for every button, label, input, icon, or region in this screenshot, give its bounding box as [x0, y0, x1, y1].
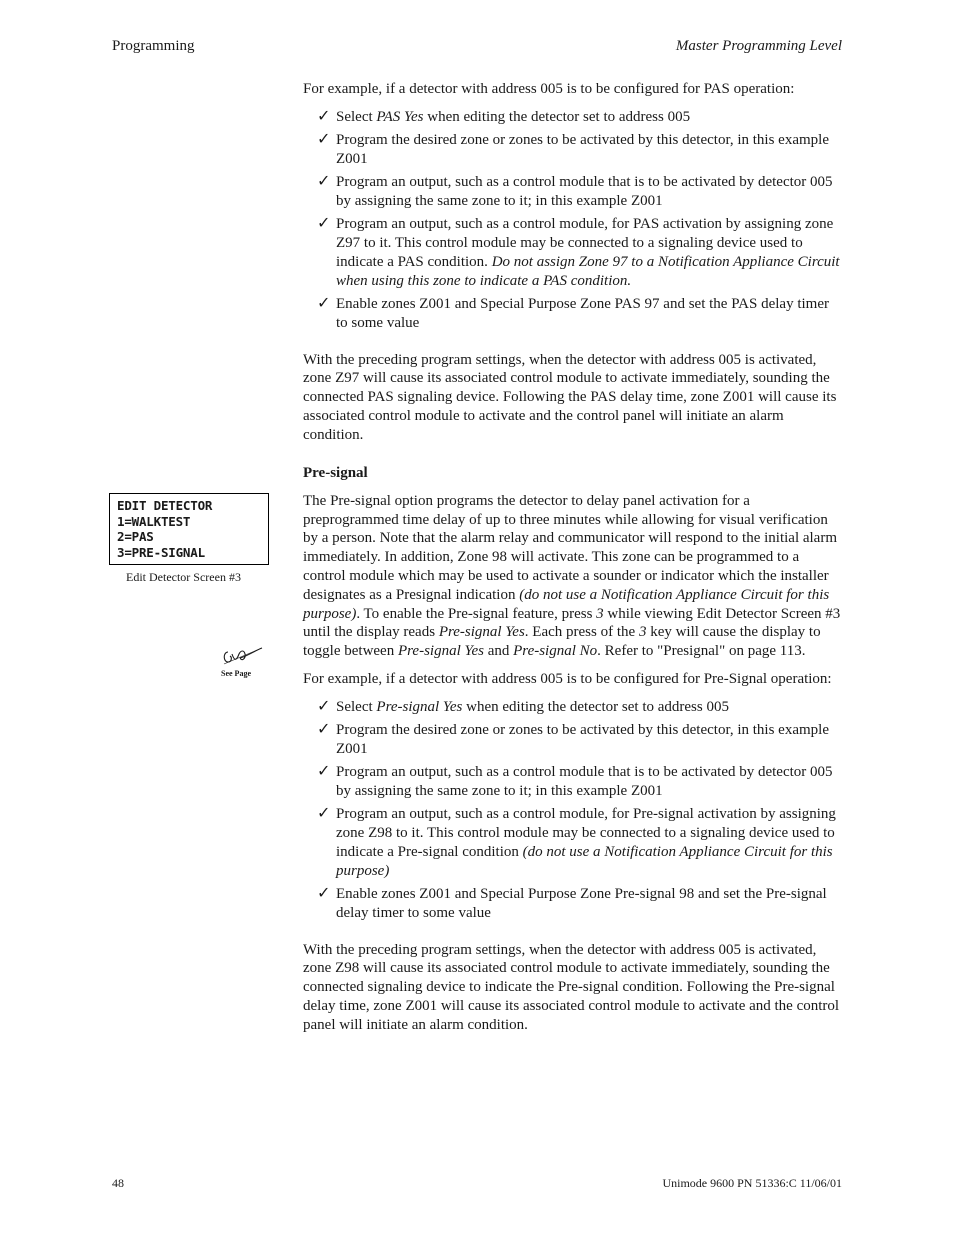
text-segment: Enable zones Z001 and Special Purpose Zone PAS 97 and set the PAS delay timer to some value [336, 295, 829, 331]
checkmark-icon: ✓ [317, 695, 331, 715]
text-segment: . To enable the Pre-signal feature, press [356, 605, 597, 622]
lcd-line: 3=PRE-SIGNAL [117, 544, 205, 560]
pas-intro: For example, if a detector with address 005 is to be configured for PAS operation: [303, 81, 795, 97]
text-segment: and [483, 643, 514, 660]
checklist-item [303, 695, 843, 717]
lcd-line: 1=WALKTEST [117, 513, 191, 529]
page-number: 48 [112, 1176, 124, 1190]
checklist-item [303, 173, 843, 211]
page-header-left: Programming [112, 38, 195, 54]
text-segment: . Refer to "Presignal" on page 113. [597, 643, 806, 660]
checklist-item [303, 721, 843, 759]
presignal-intro: For example, if a detector with address 005 is to be configured for Pre-Signal operation: [303, 670, 832, 687]
presignal-result: With the preceding program settings, when the detector with address 005 is activated, zone Z98 will cause its associated control module to activate immediately, sounding the connected signaling device to indicate the Pre-signal condition. Following the Pre-signal delay time, zone Z001 will cause its associated control module to activate and the control panel will initiate an alarm condition. [303, 941, 840, 1033]
text-segment: (do not use a Notification Appliance Circuit for this purpose) [303, 586, 830, 622]
checkmark-icon: ✓ [317, 761, 331, 781]
text-segment: Pre-signal Yes [397, 643, 484, 660]
presignal-heading: Pre-signal [303, 465, 368, 481]
lcd-line: 2=PAS [117, 529, 154, 545]
text-segment: . Each press of the [524, 624, 639, 641]
checkmark-icon: ✓ [317, 719, 331, 739]
text-segment: Pre-signal No [513, 643, 598, 660]
text-segment: key will cause the display to toggle between [303, 624, 821, 660]
pas-checklist [303, 105, 843, 333]
text-segment: when editing the detector set to address 005 [462, 698, 729, 715]
checkmark-icon: ✓ [317, 129, 331, 149]
text-segment: Pre-signal Yes [376, 698, 463, 715]
text-segment: 3 [596, 605, 604, 622]
text-segment: Select [336, 698, 377, 715]
text-segment: Program an output, such as a control module that is to be activated by detector 005 by assigning the same zone to it; in this example Z001 [336, 174, 833, 209]
checkmark-icon: ✓ [317, 292, 331, 312]
text-segment: 3 [638, 624, 647, 641]
checkmark-icon: ✓ [317, 803, 331, 823]
checklist-item [303, 131, 843, 169]
text-segment: Program an output, such as a control module, for PAS activation by assigning zone Z97 to it. This control module may be connected to a signaling device used to indicate a PAS condition. [336, 216, 834, 270]
document-info: Unimode 9600 PN 51336:C 11/06/01 [662, 1176, 842, 1190]
page-header-right: Master Programming Level [675, 38, 842, 54]
text-segment: Program an output, such as a control module that is to be activated by detector 005 by assigning the same zone to it; in this example Z001 [336, 764, 833, 799]
lcd-screen-caption: Edit Detector Screen #3 [126, 570, 241, 584]
presignal-section [303, 464, 843, 1035]
checklist-item [303, 763, 843, 801]
text-segment: when editing the detector set to address 005 [423, 108, 691, 125]
text-segment: Program the desired zone or zones to be activated by this detector, in this example Z001 [336, 132, 829, 167]
text-segment: while viewing Edit Detector Screen #3 until the display reads [303, 605, 841, 641]
presignal-description [303, 492, 843, 661]
text-segment: (do not use a Notification Appliance Circuit for this purpose) [336, 843, 833, 879]
checklist-item [303, 215, 843, 290]
pas-result: With the preceding program settings, when the detector with address 005 is activated, zone Z97 will cause its associated control module to activate immediately, sounding the connected PAS signaling device. Following the PAS delay time, zone Z001 will cause its associated control module to activate and the control panel will initiate an alarm condition. [303, 351, 837, 443]
checkmark-icon: ✓ [317, 213, 331, 233]
text-segment: Enable zones Z001 and Special Purpose Zone Pre-signal 98 and set the Pre-signal delay timer to some value [336, 885, 827, 921]
text-segment: PAS Yes [376, 108, 424, 125]
checklist-item [303, 105, 843, 127]
text-segment: Program an output, such as a control module, for Pre-signal activation by assigning zone Z98 to it. This control module may be connected to a signaling device used to indicate a Pre-signal condition [336, 806, 836, 860]
text-segment: Program the desired zone or zones to be activated by this detector, in this example Z001 [336, 722, 829, 757]
checkmark-icon: ✓ [317, 105, 331, 125]
pas-section [303, 80, 843, 445]
text-segment: Select [336, 108, 377, 125]
checklist-item [303, 882, 843, 923]
see-page-label: See Page [221, 669, 251, 678]
checklist-item [303, 805, 843, 880]
lcd-screen [109, 493, 269, 565]
checklist-item [303, 292, 843, 333]
text-segment: Pre-signal Yes [438, 624, 525, 641]
checkmark-icon: ✓ [317, 882, 331, 902]
text-segment: Do not assign Zone 97 to a Notification Appliance Circuit when using this zone to indicate a PAS condition. [336, 253, 840, 289]
text-segment: The Pre-signal option programs the detector to delay panel activation for a preprogrammed time delay of up to three minutes while allowing for visual verification by a person. Note that the alarm relay and communicator will respond to the initial alarm immediately. In addition, Zone 98 will activate. This zone can be programmed to a control module which may be used to activate a sounder or indicator which the installer designates as a Presignal indication [303, 492, 838, 603]
lcd-line: EDIT DETECTOR [117, 498, 213, 513]
checkmark-icon: ✓ [317, 171, 331, 191]
presignal-checklist [303, 695, 843, 923]
